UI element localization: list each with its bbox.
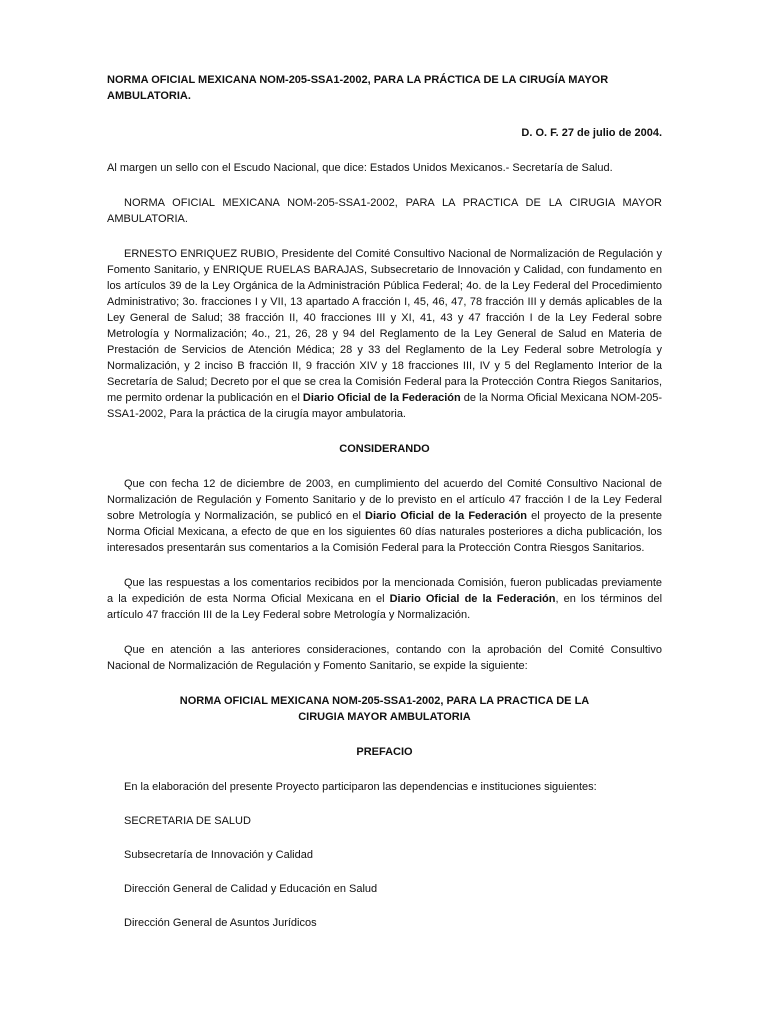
norma-heading-line-1: NORMA OFICIAL MEXICANA NOM-205-SSA1-2002, PARA LA PRACTICA DE LA <box>179 695 590 707</box>
considerando-heading: CONSIDERANDO <box>339 443 430 455</box>
prefacio-heading: PREFACIO <box>356 746 413 758</box>
title-repeat: NORMA OFICIAL MEXICANA NOM-205-SSA1-2002, PARA LA PRACTICA DE LA CIRUGIA MAYOR AMBULATORIA. <box>107 197 662 225</box>
dof-name-bold: Diario Oficial de la Federación <box>389 593 556 605</box>
consid2-text-2: , en los términos del artículo 47 fracción III de la Ley Federal sobre Metrología y Normalización. <box>107 593 663 621</box>
publication-date: D. O. F. 27 de julio de 2004. <box>521 127 662 139</box>
norma-heading <box>107 693 662 725</box>
institution-item: Dirección General de Asuntos Jurídicos <box>124 917 317 929</box>
margin-note: Al margen un sello con el Escudo Nacional, que dice: Estados Unidos Mexicanos.- Secretaría de Salud. <box>107 162 613 174</box>
prefacio-text: En la elaboración del presente Proyecto participaron las dependencias e instituciones siguientes: <box>124 781 597 793</box>
considerando-paragraph-2 <box>107 575 662 623</box>
consid1-text-2: el proyecto de la presente Norma Oficial Mexicana, a efecto de que en los siguientes 60 días naturales posteriores a dicha publicación, los interesados presentarán sus comentarios a la Comisión Federal para la Protección Contra Riesgos Sanitarios. <box>107 510 662 554</box>
norma-heading-line-2: CIRUGIA MAYOR AMBULATORIA <box>298 711 471 723</box>
dof-name-bold: Diario Oficial de la Federación <box>365 510 528 522</box>
considerando-paragraph-1 <box>107 476 662 556</box>
institution-item: Subsecretaría de Innovación y Calidad <box>124 849 313 861</box>
document-title: NORMA OFICIAL MEXICANA NOM-205-SSA1-2002, PARA LA PRÁCTICA DE LA CIRUGÍA MAYOR AMBULATORIA. <box>107 74 609 102</box>
institution-item: Dirección General de Calidad y Educación en Salud <box>124 883 378 895</box>
institution-item: SECRETARIA DE SALUD <box>124 815 251 827</box>
consid1-text-1: Que con fecha 12 de diciembre de 2003, en cumplimiento del acuerdo del Comité Consultivo Nacional de Normalización de Regulación y Fomento Sanitario y de lo previsto en el artículo 47 fracción I de la Ley Federal sobre Metrología y Normalización, se publicó en el <box>107 478 662 522</box>
intro-paragraph <box>107 246 662 422</box>
dof-name-bold: Diario Oficial de la Federación <box>302 392 461 404</box>
document-page <box>107 70 662 931</box>
intro-text-2: de la Norma Oficial Mexicana NOM-205-SSA1-2002, Para la práctica de la cirugía mayor ambulatoria. <box>107 392 663 420</box>
considerando-paragraph-3: Que en atención a las anteriores consideraciones, contando con la aprobación del Comité Consultivo Nacional de Normalización de Regulación y Fomento Sanitario, se expide la siguiente: <box>107 644 662 672</box>
intro-text-1: ERNESTO ENRIQUEZ RUBIO, Presidente del Comité Consultivo Nacional de Normalización de Regulación y Fomento Sanitario, y ENRIQUE RUELAS BARAJAS, Subsecretario de Innovación y Calidad, con fundamento en los artículos 39 de la Ley Orgánica de la Administración Pública Federal; 4o. de la Ley Federal del Procedimiento Administrativo; 3o. fracciones I y VII, 13 apartado A fracción I, 45, 46, 47, 78 fracción III y demás aplicables de la Ley General de Salud; 38 fracción II, 40 fracciones III y XI, 41, 43 y 47 fracción I de la Ley Federal sobre Metrología y Normalización; 4o., 21, 26, 28 y 94 del Reglamento de la Ley General de Salud en Materia de Prestación de Servicios de Atención Médica; 28 y 33 del Reglamento de la Ley Federal sobre Metrología y Normalización, y 2 inciso B fracción II, 9 fracción XIV y 18 fracciones III, IV y 5 del Reglamento Interior de la Secretaría de Salud; Decreto por el que se crea la Comisión Federal para la Protección Contra Riegos Sanitarios, me permito ordenar la publicación en el <box>107 248 662 404</box>
consid2-text-1: Que las respuestas a los comentarios recibidos por la mencionada Comisión, fueron publicadas previamente a la expedición de esta Norma Oficial Mexicana en el <box>107 577 662 605</box>
